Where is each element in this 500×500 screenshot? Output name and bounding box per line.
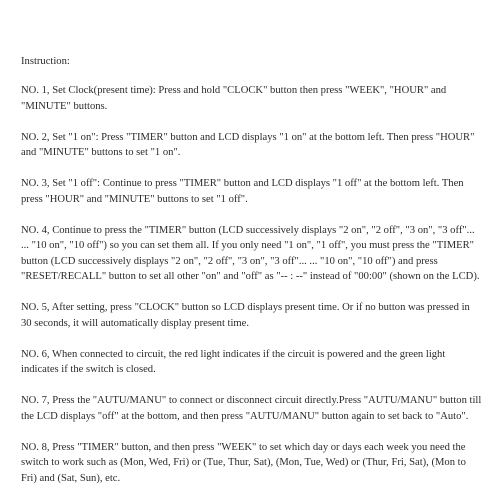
instruction-document xyxy=(21,55,483,500)
instruction-step-3: NO. 3, Set "1 off": Continue to press "TIMER" button and LCD displays "1 off" at the bottom left. Then press "HOUR" and "MINUTE" buttons to set "1 off". xyxy=(21,178,464,205)
instruction-heading: Instruction: xyxy=(21,56,70,67)
instruction-step-7: NO. 7, Press the "AUTU/MANU" to connect or disconnect circuit directly.Press "AUTU/MANU" button till the LCD displays "off" at the bottom, and then press "AUTU/MANU" button again to set back to "Auto". xyxy=(21,395,482,422)
instruction-step-1: NO. 1, Set Clock(present time): Press and hold "CLOCK" button then press "WEEK", "HOUR" and "MINUTE" buttons. xyxy=(21,85,447,112)
instruction-step-8: NO. 8, Press "TIMER" button, and then press "WEEK" to set which day or days each week you need the switch to work such as (Mon, Wed, Fri) or (Tue, Thur, Sat), (Mon, Tue, Wed) or (Thur, Fri, Sat), (Mon to Fri) and (Sat, Sun), etc. xyxy=(21,441,466,484)
instruction-step-2: NO. 2, Set "1 on": Press "TIMER" button and LCD displays "1 on" at the bottom left. Then press "HOUR" and "MINUTE" buttons to set "1 on". xyxy=(21,131,475,158)
instruction-step-4: NO. 4, Continue to press the "TIMER" button (LCD successively displays "2 on", "2 off", "3 on", "3 off"... ... "10 on", "10 off") so you can set them all. If you only need "1 on", "1 off", you must press the "TIMER" button (LCD successively displays "2 on", "2 off", "3 on", "3 off"... ... "10 on", "10 off") and press "RESET/RECALL" button to set all other "on" and "off" as "-- : --" instead of "00:00" (shown on the LCD). xyxy=(21,224,480,282)
instruction-step-5: NO. 5, After setting, press "CLOCK" button so LCD displays present time. Or if no button was pressed in 30 seconds, it will automatically display present time. xyxy=(21,302,470,329)
instruction-step-6: NO. 6, When connected to circuit, the red light indicates if the circuit is powered and the green light indicates if the switch is closed. xyxy=(21,348,446,375)
